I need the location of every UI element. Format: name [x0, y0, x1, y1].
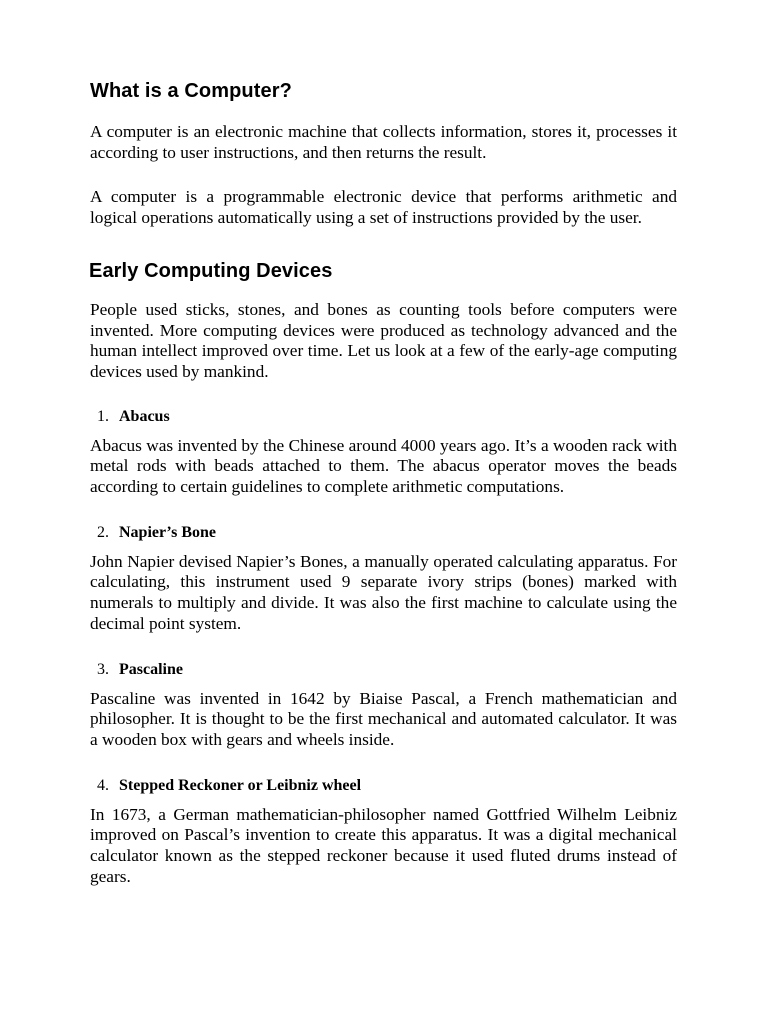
section-heading-computer: What is a Computer?	[90, 80, 292, 102]
device-title: Pascaline	[119, 660, 183, 678]
list-item-heading	[90, 660, 677, 680]
list-item-heading	[90, 776, 677, 796]
paragraph-intro: People used sticks, stones, and bones as counting tools before computers were invented. More computing devices were produced as technology advanced and the human intellect improved over time. Let us look at a few of the early-age computing devices used by mankind.	[90, 299, 677, 381]
list-item-heading	[90, 407, 677, 427]
paragraph-definition-1: A computer is an electronic machine that collects information, stores it, processes it according to user instructions, and then returns the result.	[90, 122, 677, 162]
list-number: 3.	[97, 660, 109, 678]
device-title: Stepped Reckoner or Leibniz wheel	[119, 776, 362, 794]
device-title: Napier’s Bone	[119, 523, 217, 541]
paragraph-definition-2: A computer is a programmable electronic device that performs arithmetic and logical operations automatically using a set of instructions provided by the user.	[90, 187, 677, 228]
device-description: In 1673, a German mathematician-philosopher named Gottfried Wilhelm Leibniz improved on Pascal’s invention to create this apparatus. It was a digital mechanical calculator known as the stepped reckoner because it used fluted drums instead of gears.	[90, 804, 677, 886]
device-description: Abacus was invented by the Chinese around 4000 years ago. It’s a wooden rack with metal rods with beads attached to them. The abacus operator moves the beads according to certain guidelines to complete arithmetic computations.	[90, 435, 677, 497]
device-description: Pascaline was invented in 1642 by Biaise Pascal, a French mathematician and philosopher. It is thought to be the first mechanical and automated calculator. It was a wooden box with gears and wheels inside.	[90, 688, 677, 749]
list-number: 1.	[97, 407, 109, 425]
device-title: Abacus	[119, 407, 170, 425]
list-number: 4.	[97, 776, 109, 794]
device-description: John Napier devised Napier’s Bones, a manually operated calculating apparatus. For calculating, this instrument used 9 separate ivory strips (bones) marked with numerals to multiply and divide. It was also the first machine to calculate using the decimal point system.	[90, 551, 677, 633]
list-item-heading	[90, 523, 677, 543]
list-number: 2.	[97, 523, 109, 541]
document-page	[90, 0, 677, 887]
section-heading-early-devices: Early Computing Devices	[89, 259, 333, 282]
